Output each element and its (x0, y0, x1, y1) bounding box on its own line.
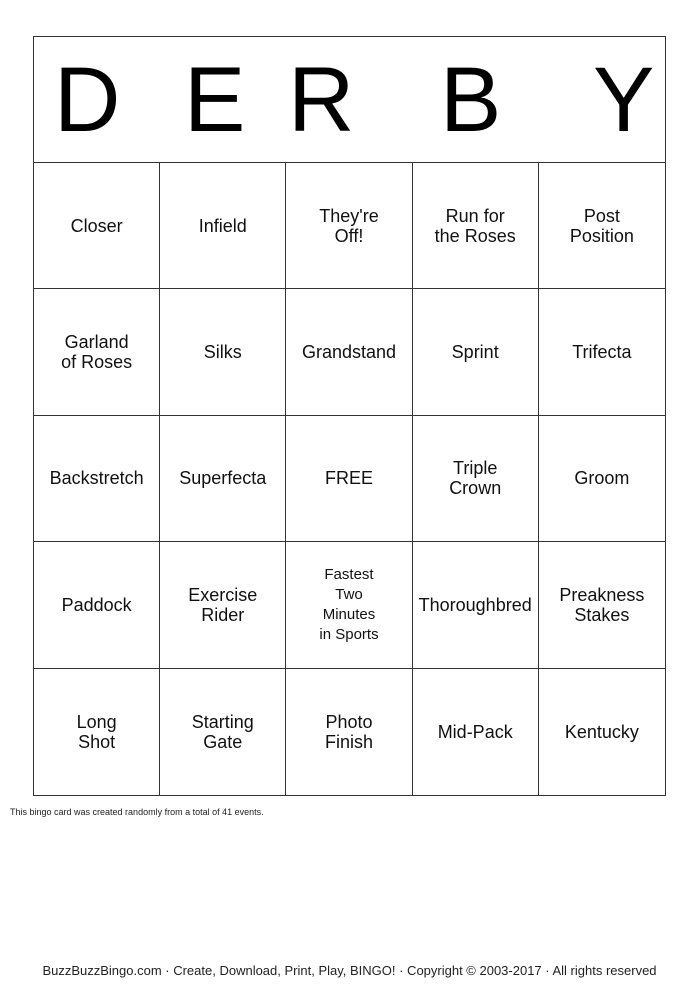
bingo-cell: Mid-Pack (413, 669, 539, 795)
header-letter-y: Y (593, 49, 655, 151)
generation-note: This bingo card was created randomly from a total of 41 events. (10, 807, 264, 817)
bingo-cell: Long Shot (34, 669, 160, 795)
header-letter-d: D (54, 49, 121, 151)
bingo-cell: Exercise Rider (160, 542, 286, 668)
bingo-cell: Groom (539, 416, 665, 542)
bingo-header (34, 37, 665, 163)
bingo-cell: Trifecta (539, 289, 665, 415)
bingo-cell: They're Off! (286, 163, 412, 289)
bingo-cell: Silks (160, 289, 286, 415)
copyright-footer: BuzzBuzzBingo.com · Create, Download, Print, Play, BINGO! · Copyright © 2003-2017 · All rights reserved (42, 963, 657, 978)
bingo-grid (34, 163, 665, 795)
bingo-card (33, 36, 666, 796)
free-space-cell: FREE (286, 416, 412, 542)
bingo-cell: Superfecta (160, 416, 286, 542)
bingo-cell: Sprint (413, 289, 539, 415)
bingo-cell: Infield (160, 163, 286, 289)
header-letter-r: R (288, 49, 355, 151)
bingo-cell: Post Position (539, 163, 665, 289)
header-letter-e: E (184, 49, 246, 151)
header-letter-b: B (440, 49, 502, 151)
bingo-cell: Photo Finish (286, 669, 412, 795)
bingo-cell: Run for the Roses (413, 163, 539, 289)
bingo-cell: Backstretch (34, 416, 160, 542)
bingo-cell: Fastest Two Minutes in Sports (286, 542, 412, 668)
bingo-cell: Garland of Roses (34, 289, 160, 415)
bingo-cell: Closer (34, 163, 160, 289)
bingo-cell: Paddock (34, 542, 160, 668)
bingo-cell: Grandstand (286, 289, 412, 415)
bingo-cell: Starting Gate (160, 669, 286, 795)
bingo-cell: Preakness Stakes (539, 542, 665, 668)
bingo-cell: Kentucky (564, 721, 639, 742)
bingo-cell: Thoroughbred (413, 542, 539, 668)
bingo-cell: Triple Crown (413, 416, 539, 542)
